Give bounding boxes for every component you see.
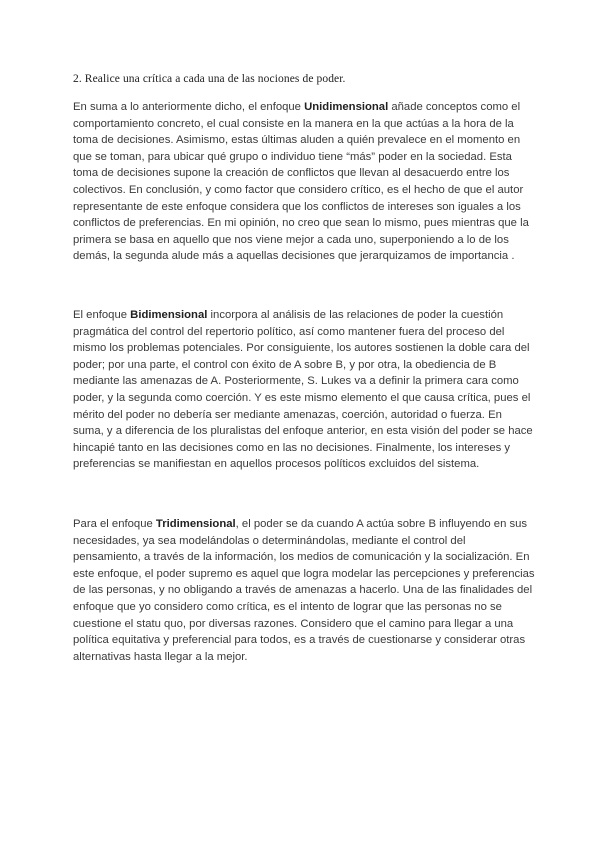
question-heading: 2. Realice una crítica a cada una de las nociones de poder. — [73, 73, 346, 85]
term-bidimensional: Bidimensional — [130, 309, 208, 321]
term-tridimensional: Tridimensional — [155, 518, 236, 530]
paragraph-unidimensional — [73, 99, 535, 265]
paragraph-lead: El enfoque — [73, 309, 131, 321]
paragraph-lead: Para el enfoque — [73, 518, 156, 530]
paragraph-tridimensional — [73, 516, 535, 665]
paragraph-body: añade conceptos como el comportamiento concreto, el cual consiste en la manera en la que actúas a la hora de la toma de decisiones. Asimismo, estas últimas aluden a quién prevalece en el momento en que se toman, para ubicar qué grupo o individuo tiene “más” poder en la sociedad. Esta toma de decisiones supone la creación de conflictos que llevan al desacuerdo entre los colectivos. En conclusión, y como factor que considero crítico, es el hecho de que el autor representante de este enfoque considera que los conflictos de intereses son iguales a los conflictos de preferencias. En mi opinión, no creo que sean lo mismo, pues mientras que la primera se basa en aquello que nos viene mejor a cada uno, superponiendo a lo de los demás, la segunda alude más a aquellas decisiones que jerarquizamos de importancia . — [73, 101, 529, 263]
term-unidimensional: Unidimensional — [304, 101, 389, 113]
paragraph-body: incorpora al análisis de las relaciones de poder la cuestión pragmática del control del repertorio político, así como mantener fuera del proceso del mismo los problemas potenciales. Por consiguiente, los autores sostienen la doble cara del poder; por una parte, el control con éxito de A sobre B, y por otra, la obediencia de B mediante las amenazas de A. Posteriormente, S. Lukes va a definir la primera cara como poder, y la segunda como coerción. Y es este mismo elemento el que causa crítica, pues el mérito del poder no debería ser mediante amenazas, coerción, autoridad o fuerza. En suma, y a diferencia de los pluralistas del enfoque anterior, en esta visión del poder se hace hincapié tanto en las decisiones como en las no decisiones. Finalmente, los intereses y preferencias se manifiestan en aquellos procesos políticos excluidos del sistema. — [73, 309, 533, 471]
paragraph-lead: En suma a lo anteriormente dicho, el enfoque — [73, 101, 305, 113]
paragraph-bidimensional — [73, 307, 535, 473]
paragraph-body: , el poder se da cuando A actúa sobre B influyendo en sus necesidades, ya sea modelándolas o determinándolas, mediante el control del pensamiento, a través de la información, los medios de comunicación y la socialización. En este enfoque, el poder supremo es aquel que logra modelar las percepciones y preferencias de las personas, y no obligando a través de amenazas a hacerlo. Una de las finalidades del enfoque que yo considero como crítica, es el intento de lograr que las personas no se cuestione el statu quo, por diversas razones. Considero que el camino para llegar a una política equitativa y preferencial para todos, es a través de cuestionarse y considerar otras alternativas hasta llegar a la mejor. — [73, 518, 535, 663]
